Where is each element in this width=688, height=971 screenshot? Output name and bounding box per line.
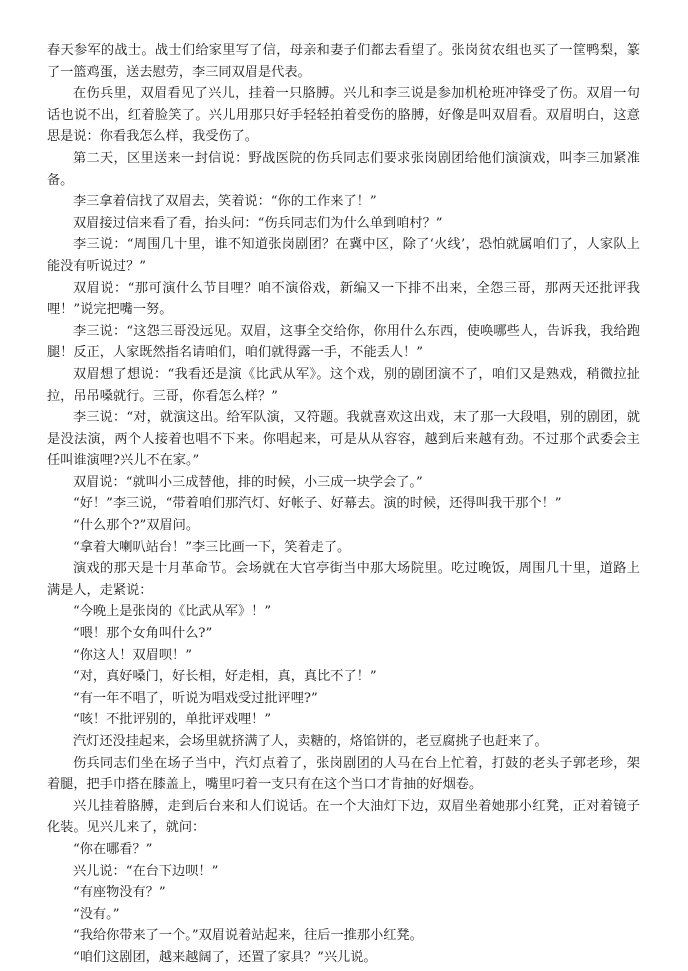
paragraph: “今晚上是张岗的《比武从军》！” (73, 604, 272, 620)
paragraph: “喂！那个女角叫什么?” (73, 626, 213, 642)
paragraph: 兴儿说：“在台下边呗！” (73, 863, 219, 879)
paragraph: 伤兵同志们坐在场子当中，汽灯点着了，张岗剧团的人马在台上忙着，打鼓的老头子郭老珍，架着腿，把手巾搭在膝盖上，嘴里叼着一支只有在这个当口才肯抽的好烟卷。 (47, 755, 640, 793)
paragraph: “我给你带来了一个。”双眉说着站起来，往后一推那小红凳。 (73, 928, 423, 944)
paragraph: “拿着大喇叭站台！”李三比画一下，笑着走了。 (73, 539, 351, 555)
paragraph: 春天参军的战士。战士们给家里写了信，母亲和妻子们都去看望了。张岗贫农组也买了一筐鸭梨，篆了一篮鸡蛋，送去慰劳，李三同双眉是代表。 (47, 43, 640, 80)
paragraph: 双眉接过信来看了看，抬头问：“伤兵同志们为什么单到咱村？” (73, 215, 443, 231)
paragraph: “没有。” (73, 906, 120, 922)
paragraph: “什么那个?”双眉问。 (73, 518, 200, 534)
paragraph: 李三说：“周围几十里，谁不知道张岗剧团？在冀中区，除了‘火线’，恐怕就属咱们了，人家队上能没有听说过？” (47, 237, 640, 274)
paragraph: “对，真好嗓门，好长相，好走相，真，真比不了！” (73, 669, 377, 685)
paragraph: 第二天，区里送来一封信说：野战医院的伤兵同志们要求张岗剧团给他们演演戏，叫李三加紧准备。 (47, 150, 640, 188)
paragraph: “咳！不批评别的，单批评戏哩！” (73, 712, 272, 728)
paragraph: 李三拿着信找了双眉去，笑着说：“你的工作来了！” (73, 194, 377, 210)
paragraph: “咱们这剧团，越来越阔了，还置了家具？”兴儿说。 (73, 949, 377, 965)
paragraph: 双眉想了想说：“我看还是演《比武从军》。这个戏，别的剧团演不了，咱们又是熟戏，稍微拉扯拉，吊吊嗓就行。三哥，你看怎么样？” (47, 366, 640, 404)
paragraph: 兴儿挂着胳膊，走到后台来和人们说话。在一个大油灯下边，双眉坐着她那小红凳，正对着镜子化装。见兴儿来了，就问： (47, 798, 640, 836)
paragraph: “你在哪看？” (73, 841, 153, 857)
paragraph: 双眉说：“那可演什么节目哩？咱不演俗戏，新编又一下排不出来，全怨三哥，那两天还批评我哩！”说完把嘴一努。 (47, 280, 640, 318)
paragraph: “好！”李三说，“带着咱们那汽灯、好帐子、好幕去。演的时候，还得叫我干那个！” (73, 496, 562, 512)
paragraph: 李三说：“对，就演这出。给军队演，又符题。我就喜欢这出戏，末了那一大段唱，别的剧团，就是没法演，两个人接着也唱不下来。你唱起来，可是从从容容，越到后来越有劲。不过那个武委会主任叫谁演哩?兴儿不在家。” (47, 410, 640, 469)
paragraph: 汽灯还没挂起来，会场里就挤满了人，卖糖的，烙馅饼的，老豆腐挑子也赶来了。 (73, 734, 548, 749)
paragraph: 双眉说：“就叫小三成替他，排的时候，小三成一块学会了。” (73, 474, 423, 490)
paragraph: 在伤兵里，双眉看见了兴儿，挂着一只胳膊。兴儿和李三说是参加机枪班冲锋受了伤。双眉一句话也说不出，红着脸笑了。兴儿用那只好手轻轻拍着受伤的胳膊，好像是叫双眉看。双眉明白，这意思是说：你看我怎么样，我受伤了。 (47, 86, 640, 145)
paragraph: 李三说：“这怨三哥没远见。双眉，这事全交给你，你用什么东西，使唤哪些人，告诉我，我给跑腿！反正，人家既然指名请咱们，咱们就得露一手，不能丢人！” (47, 323, 640, 361)
paragraph: “你这人！双眉呗！” (73, 647, 192, 663)
paragraph: “有一年不唱了，听说为唱戏受过批评哩?” (73, 690, 318, 706)
paragraph: “有座物没有？” (73, 885, 166, 901)
paragraph: 演戏的那天是十月革命节。会场就在大官亭街当中那大场院里。吃过晚饭，周围几十里，道路上满是人，走紧说： (47, 561, 640, 598)
